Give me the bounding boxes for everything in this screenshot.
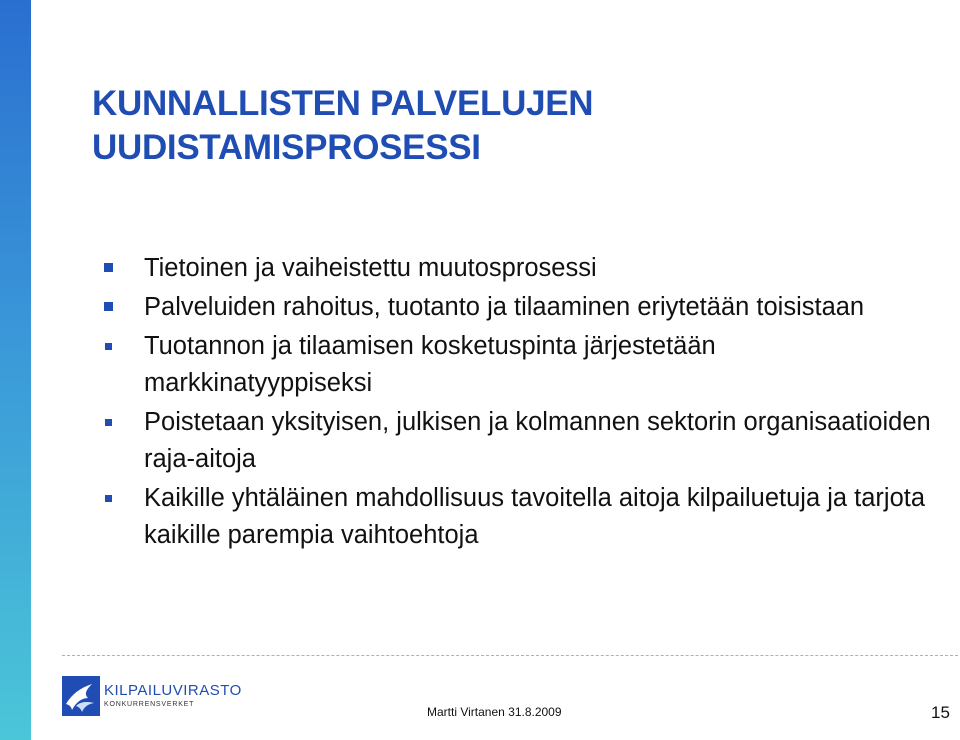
kilpailuvirasto-logo — [62, 676, 242, 716]
slide-title-line: UUDISTAMISPROSESSI — [92, 128, 481, 167]
bullet-text: Palveluiden rahoitus, tuotanto ja tilaaminen eriytetään toisistaan — [144, 293, 865, 321]
square-bullet-icon — [104, 263, 113, 272]
bullet-item — [104, 328, 934, 402]
bullet-item — [104, 480, 934, 554]
logo-name: KILPAILUVIRASTO — [104, 682, 242, 699]
square-bullet-icon — [105, 419, 112, 426]
bullet-list — [104, 250, 934, 556]
bullet-text: Kaikille yhtäläinen mahdollisuus tavoitella aitoja kilpailuetuja ja tarjota kaikille parempia vaihtoehtoja — [144, 484, 926, 549]
square-bullet-icon — [105, 495, 112, 502]
slide-title — [92, 82, 912, 170]
slide-title-line: KUNNALLISTEN PALVELUJEN — [92, 84, 594, 123]
bullet-text: Tuotannon ja tilaamisen kosketuspinta järjestetään markkinatyyppiseksi — [144, 332, 716, 397]
square-bullet-icon — [104, 302, 113, 311]
bullet-item — [104, 289, 934, 326]
author-date: Martti Virtanen 31.8.2009 — [427, 705, 562, 719]
bullet-item — [104, 250, 934, 287]
dove-logo-icon — [62, 676, 100, 716]
bullet-item — [104, 404, 934, 478]
square-bullet-icon — [105, 343, 112, 350]
footer-divider — [62, 655, 958, 656]
bullet-text: Poistetaan yksityisen, julkisen ja kolmannen sektorin organisaatioiden raja-aitoja — [144, 408, 931, 473]
side-accent-bar — [0, 0, 31, 740]
logo-subtitle: KONKURRENSVERKET — [104, 701, 195, 708]
page-number: 15 — [931, 703, 950, 722]
bullet-text: Tietoinen ja vaiheistettu muutosprosessi — [144, 254, 597, 282]
